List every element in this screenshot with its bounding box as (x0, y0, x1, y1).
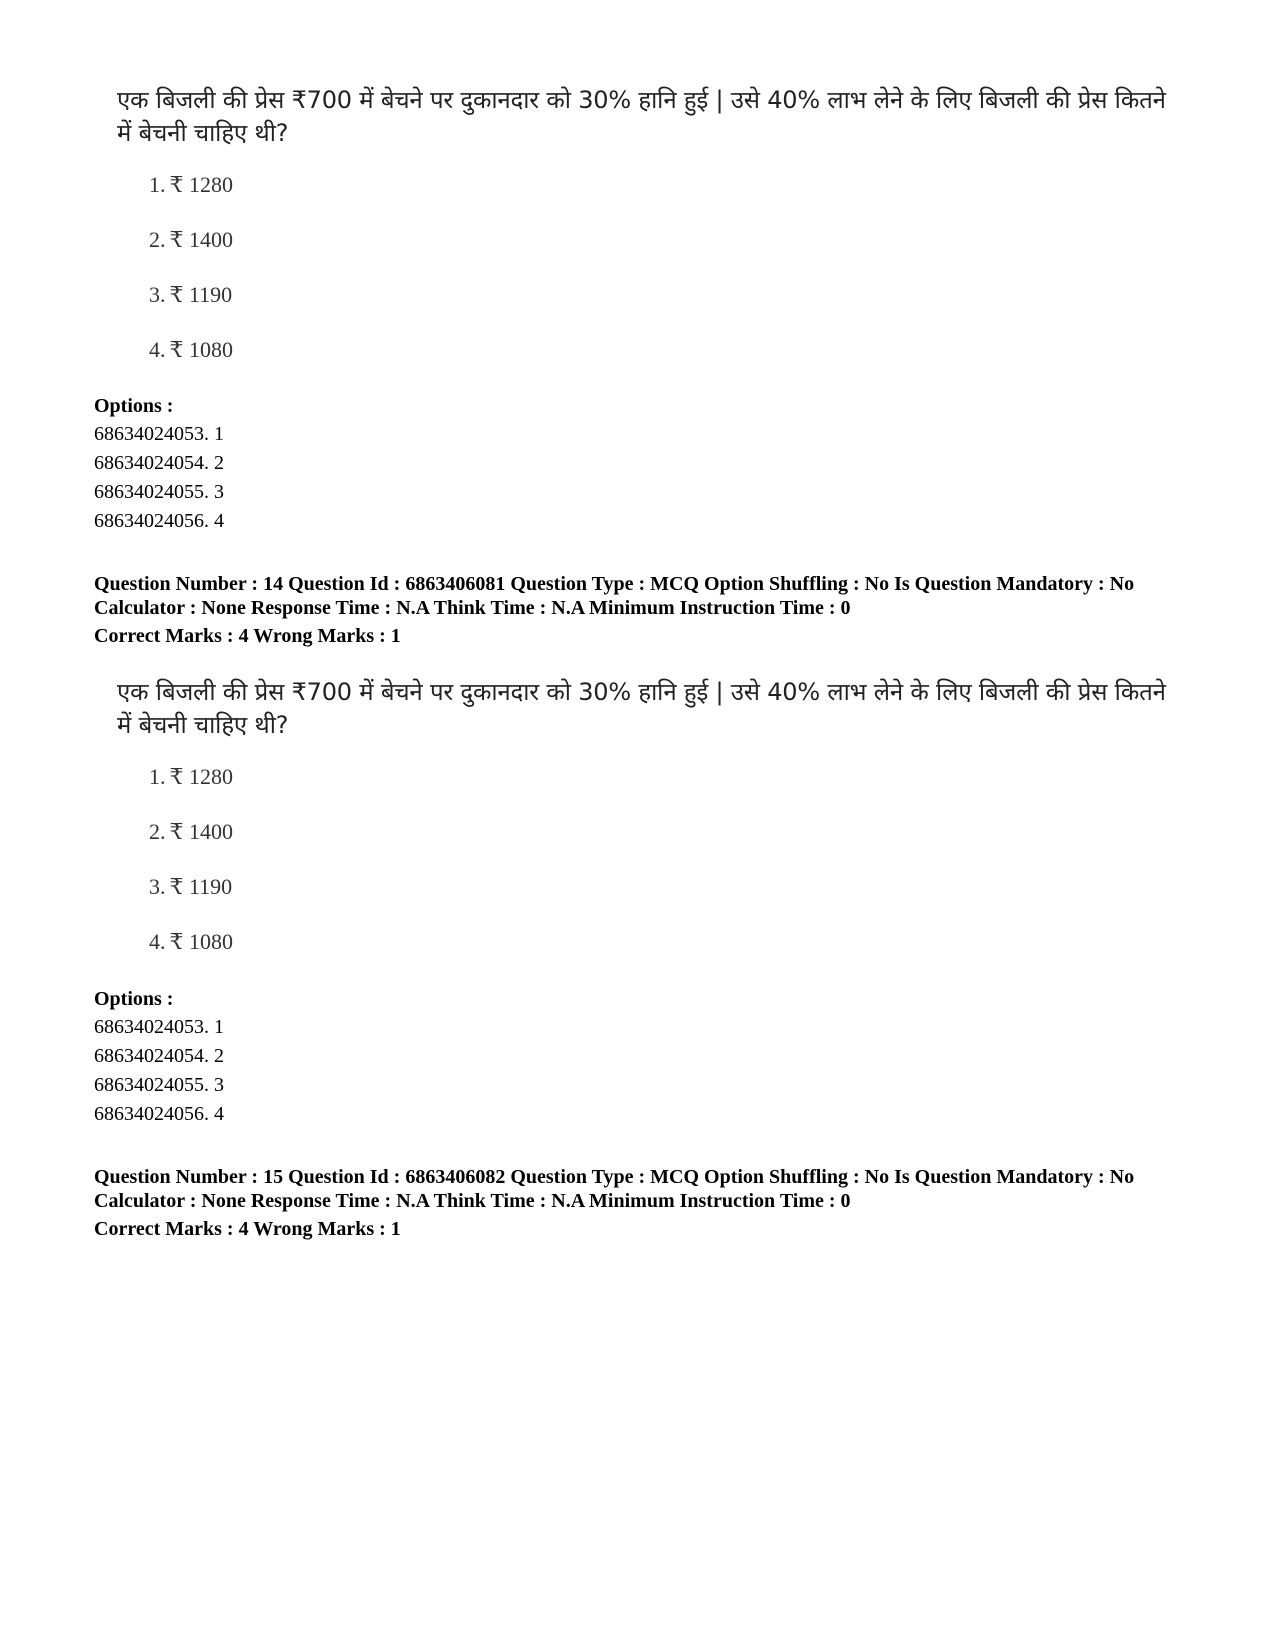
answer-choices (149, 172, 233, 392)
choice-text: ₹ 1190 (169, 282, 233, 307)
choice-number: 1. (149, 764, 166, 789)
question-marks: Correct Marks : 4 Wrong Marks : 1 (94, 625, 401, 647)
choice-number: 3. (149, 874, 166, 899)
choice-number: 4. (149, 929, 166, 954)
options-heading: Options : (94, 988, 174, 1010)
answer-choice (149, 227, 233, 282)
answer-choices (149, 764, 233, 984)
question-marks: Correct Marks : 4 Wrong Marks : 1 (94, 1218, 401, 1240)
option-id-line: 68634024056. 4 (94, 510, 224, 532)
answer-choice (149, 874, 233, 929)
answer-choice (149, 337, 233, 392)
answer-choice (149, 929, 233, 984)
question-text: एक बिजली की प्रेस ₹700 में बेचने पर दुकानदार को 30% हानि हुई | उसे 40% लाभ लेने के लिए बिजली की प्रेस कितने में बेचनी चाहिए थी? (117, 86, 1166, 147)
choice-text: ₹ 1280 (169, 172, 233, 197)
choice-text: ₹ 1400 (169, 227, 233, 252)
option-id-line: 68634024053. 1 (94, 423, 224, 445)
option-id-line: 68634024055. 3 (94, 481, 224, 503)
choice-text: ₹ 1400 (169, 819, 233, 844)
choice-number: 1. (149, 172, 166, 197)
choice-number: 2. (149, 227, 166, 252)
choice-number: 4. (149, 337, 166, 362)
option-id-line: 68634024054. 2 (94, 452, 224, 474)
choice-text: ₹ 1080 (169, 929, 233, 954)
option-id-line: 68634024056. 4 (94, 1103, 224, 1125)
answer-choice (149, 172, 233, 227)
choice-number: 3. (149, 282, 166, 307)
question-image (117, 84, 1197, 362)
option-id-line: 68634024053. 1 (94, 1016, 224, 1038)
answer-choice (149, 282, 233, 337)
choice-text: ₹ 1190 (169, 874, 233, 899)
answer-choice (149, 764, 233, 819)
option-id-line: 68634024055. 3 (94, 1074, 224, 1096)
answer-choice (149, 819, 233, 874)
choice-text: ₹ 1280 (169, 764, 233, 789)
question-metadata: Question Number : 14 Question Id : 6863406081 Question Type : MCQ Option Shuffling : No Is Question Mandatory : No Calculator : None Response Time : N.A Think Time : N.A Minimum Instruction Time : 0 (94, 573, 1135, 619)
choice-text: ₹ 1080 (169, 337, 233, 362)
options-heading: Options : (94, 395, 174, 417)
question-metadata: Question Number : 15 Question Id : 6863406082 Question Type : MCQ Option Shuffling : No Is Question Mandatory : No Calculator : None Response Time : N.A Think Time : N.A Minimum Instruction Time : 0 (94, 1166, 1135, 1212)
question-text: एक बिजली की प्रेस ₹700 में बेचने पर दुकानदार को 30% हानि हुई | उसे 40% लाभ लेने के लिए बिजली की प्रेस कितने में बेचनी चाहिए थी? (117, 678, 1166, 739)
question-image (117, 676, 1197, 954)
option-id-line: 68634024054. 2 (94, 1045, 224, 1067)
choice-number: 2. (149, 819, 166, 844)
